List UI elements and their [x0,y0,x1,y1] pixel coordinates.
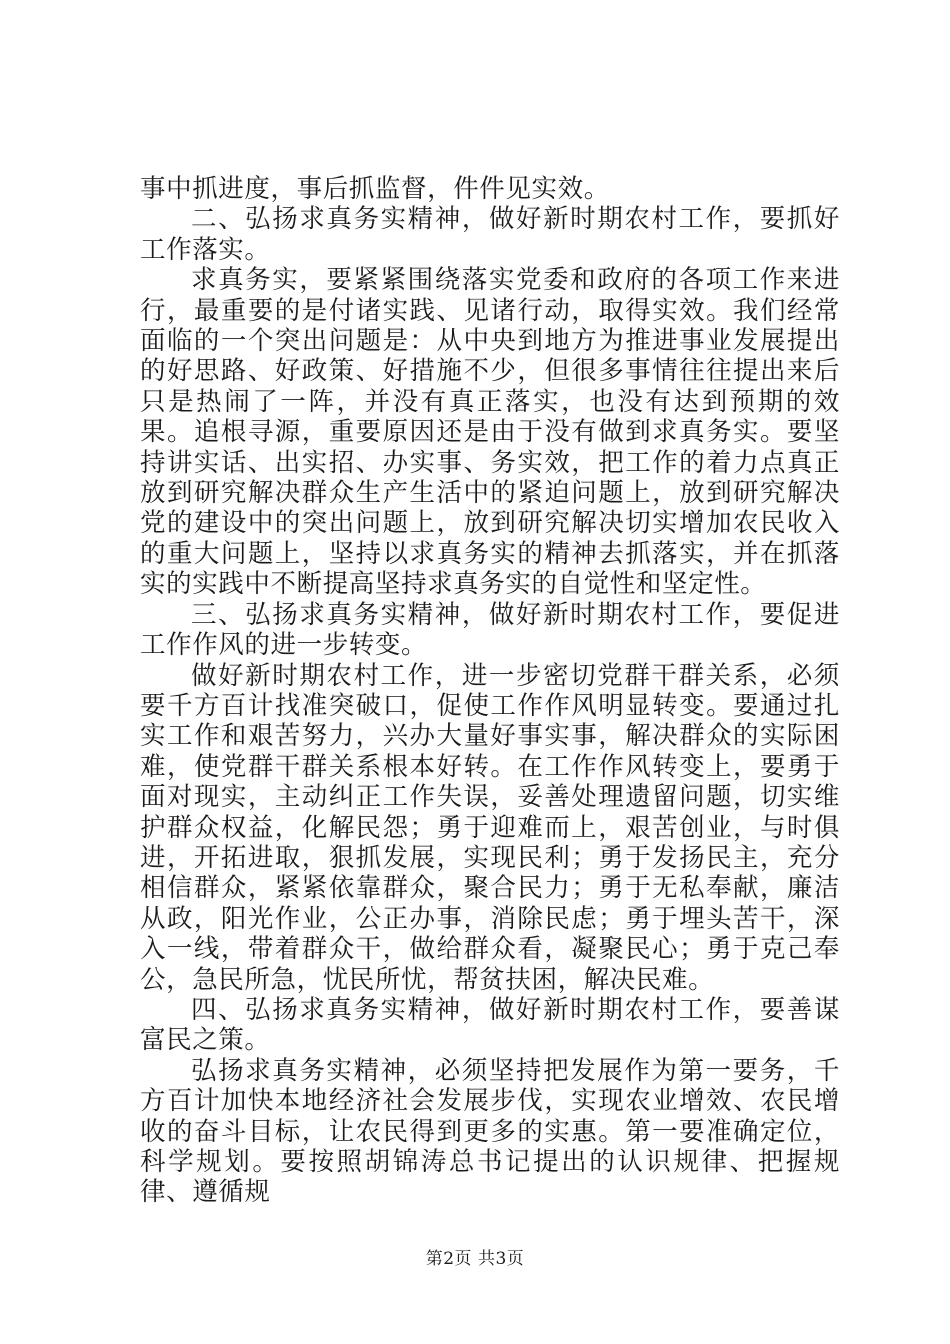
section-heading-3: 三、弘扬求真务实精神，做好新时期农村工作，要促进工作作风的进一步转变。 [140,599,840,661]
section-heading-2: 二、弘扬求真务实精神，做好新时期农村工作，要抓好工作落实。 [140,204,840,265]
page-number-footer: 第2页 共3页 [425,1249,525,1269]
section-heading-4: 四、弘扬求真务实精神，做好新时期农村工作，要善谋富民之策。 [140,994,840,1056]
paragraph-2: 求真务实，要紧紧围绕落实党委和政府的各项工作来进行，最重要的是付诸实践、见诸行动，取得实效。我们经常面临的一个突出问题是：从中央到地方为推进事业发展提出的好思路、好政策、好措施不少，但很多事情往往提出来后只是热闹了一阵，并没有真正落实，也没有达到预期的效果。追根寻源，重要原因还是由于没有做到求真务实。要坚持讲实话、出实招、办实事、务实效，把工作的着力点真正放到研究解决群众生产生活中的紧迫问题上，放到研究解决党的建设中的突出问题上，放到研究解决切实增加农民收入的重大问题上，坚持以求真务实的精神去抓落实，并在抓落实的实践中不断提高坚持求真务实的自觉性和坚定性。 [140,265,840,600]
paragraph-3: 做好新时期农村工作，进一步密切党群干群关系，必须要千方百计找准突破口，促使工作作风明显转变。要通过扎实工作和艰苦努力，兴办大量好事实事，解决群众的实际困难，使党群干群关系根本好转。在工作作风转变上，要勇于面对现实，主动纠正工作失误，妥善处理遗留问题，切实维护群众权益，化解民怨；勇于迎难而上，艰苦创业，与时俱进，开拓进取，狠抓发展，实现民利；勇于发扬民主，充分相信群众，紧紧依靠群众，聚合民力；勇于无私奉献，廉洁从政，阳光作业，公正办事，消除民虑；勇于埋头苦干，深入一线，带着群众干，做给群众看，凝聚民心；勇于克己奉公，急民所急，忧民所忧，帮贫扶困，解决民难。 [140,660,840,995]
document-body [140,174,840,1208]
paragraph-1: 事中抓进度，事后抓监督，件件见实效。 [140,174,610,204]
paragraph-4: 弘扬求真务实精神，必须坚持把发展作为第一要务，千方百计加快本地经济社会发展步伐，实现农业增效、农民增收的奋斗目标，让农民得到更多的实惠。第一要准确定位，科学规划。要按照胡锦涛总书记提出的认识规律、把握规律、遵循规 [140,1055,840,1208]
